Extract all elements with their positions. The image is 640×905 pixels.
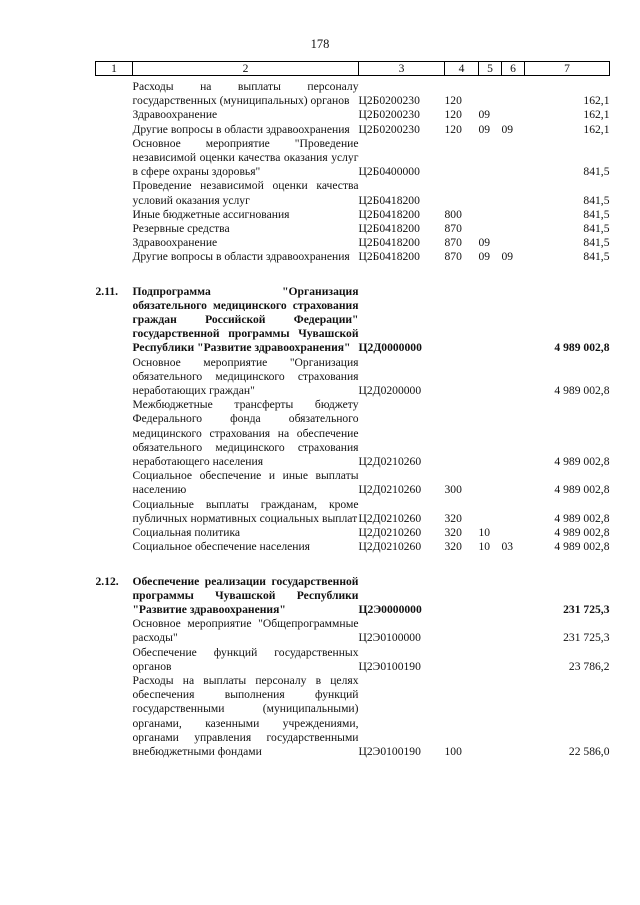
- target-code: Ц2Б0200230: [358, 94, 420, 108]
- amount: 841,5: [583, 222, 610, 236]
- item-name: Иные бюджетные ассигнования: [132, 207, 290, 221]
- header-col-2: 2: [133, 62, 359, 76]
- item-name: Межбюджетные трансферты бюджету Федерального фонда обязательного медицинского страхования на обеспечение обязательного медицинского страхования неработающего населения: [132, 398, 359, 469]
- subsection-code: [502, 108, 525, 122]
- section-code: [479, 617, 502, 645]
- table-row: [96, 646, 610, 674]
- table-row: [96, 123, 610, 137]
- amount: 4 989 002,8: [554, 341, 610, 355]
- item-number: [96, 540, 133, 554]
- amount: 841,5: [583, 207, 610, 221]
- expense-type: [445, 575, 479, 618]
- expense-type: 800: [444, 207, 462, 221]
- target-code: Ц2Б0200230: [358, 122, 420, 136]
- subsection-code: [502, 526, 525, 540]
- item-name: Другие вопросы в области здравоохранения: [132, 122, 350, 136]
- expense-type: [445, 285, 479, 356]
- table-row: [96, 674, 610, 759]
- item-name: Основное мероприятие "Общепрограммные расходы": [132, 617, 359, 645]
- item-number: 2.11.: [95, 284, 119, 298]
- expense-type: [445, 646, 479, 674]
- target-code: Ц2Д0210260: [358, 526, 422, 540]
- expense-type: [445, 179, 479, 207]
- target-code: Ц2Д0200000: [358, 384, 422, 398]
- subsection-code: [502, 356, 525, 399]
- item-name: Обеспечение реализации государственной программы Чувашской Республики "Развитие здравоохранения": [132, 574, 359, 616]
- item-name: Другие вопросы в области здравоохранения: [132, 250, 350, 264]
- expense-type: [445, 356, 479, 399]
- subsection-code: [502, 208, 525, 222]
- subsection-code: [502, 285, 525, 356]
- subsection-code: [502, 222, 525, 236]
- subsection-code: [502, 498, 525, 526]
- target-code: Ц2Б0400000: [358, 165, 420, 179]
- target-code: Ц2Б0418200: [358, 207, 420, 221]
- item-name: Здравоохранение: [132, 108, 218, 122]
- section-code: [479, 137, 502, 180]
- section-code: [479, 674, 502, 759]
- expense-type: 120: [444, 94, 462, 108]
- amount: 4 989 002,8: [554, 511, 610, 525]
- item-name: Социальные выплаты гражданам, кроме публичных нормативных социальных выплат: [132, 497, 359, 525]
- subsection-code: [502, 674, 525, 759]
- section-code: [479, 498, 502, 526]
- subsection-code: [502, 137, 525, 180]
- expense-type: [445, 398, 479, 469]
- item-number: [96, 76, 133, 109]
- expense-type: 870: [444, 250, 462, 264]
- section-code: [479, 76, 502, 109]
- amount: 841,5: [583, 250, 610, 264]
- target-code: Ц2Б0418200: [358, 193, 420, 207]
- subsection-code: [502, 236, 525, 250]
- amount: 23 786,2: [568, 659, 610, 673]
- section-code: 09: [478, 250, 491, 264]
- table-row-section: [96, 575, 610, 618]
- table-row: [96, 250, 610, 264]
- item-name: Расходы на выплаты персоналу в целях обеспечения выполнения функций государственными (муниципальными) органами, казенными учреждениями, органами управления государственными внебюджетными фондами: [132, 673, 359, 758]
- table-row-section: [96, 285, 610, 356]
- table-row: [96, 222, 610, 236]
- item-name: Подпрограмма "Организация обязательного медицинского страхования граждан Российской Федерации" государственной программы Чувашской Республики "Развитие здравоохранения": [132, 284, 359, 355]
- section-code: [479, 575, 502, 618]
- item-number: [96, 356, 133, 399]
- expense-type: 100: [444, 744, 462, 758]
- row-spacer: [96, 555, 610, 575]
- section-code: [479, 285, 502, 356]
- item-number: [96, 222, 133, 236]
- item-name: Социальное обеспечение и иные выплаты населению: [132, 469, 359, 497]
- subsection-code: 03: [501, 540, 514, 554]
- amount: 4 989 002,8: [554, 526, 610, 540]
- target-code: Ц2Д0210260: [358, 455, 422, 469]
- section-code: 09: [478, 236, 491, 250]
- item-name: Резервные средства: [132, 222, 230, 236]
- section-code: [479, 398, 502, 469]
- expense-type: 320: [444, 540, 462, 554]
- subsection-code: [502, 575, 525, 618]
- table-row: [96, 356, 610, 399]
- table-row: [96, 137, 610, 180]
- expense-type: 870: [444, 236, 462, 250]
- header-col-7: 7: [525, 62, 610, 76]
- amount: 162,1: [583, 94, 610, 108]
- table-row: [96, 108, 610, 122]
- row-spacer: [96, 265, 610, 285]
- expense-type: 320: [444, 511, 462, 525]
- item-number: [96, 398, 133, 469]
- table-row: [96, 469, 610, 497]
- subsection-code: [502, 76, 525, 109]
- expense-type: 300: [444, 483, 462, 497]
- amount: 841,5: [583, 236, 610, 250]
- item-number: [96, 208, 133, 222]
- item-name: Проведение независимой оценки качества условий оказания услуг: [132, 179, 359, 207]
- amount: 162,1: [583, 108, 610, 122]
- item-number: [96, 617, 133, 645]
- target-code: Ц2Д0210260: [358, 511, 422, 525]
- target-code: Ц2Д0000000: [358, 341, 422, 355]
- expense-type: 320: [444, 526, 462, 540]
- item-name: Основное мероприятие "Организация обязательного медицинского страхования неработающих граждан": [132, 355, 359, 398]
- item-name: Обеспечение функций государственных органов: [132, 645, 359, 673]
- item-number: [96, 123, 133, 137]
- table-row: [96, 498, 610, 526]
- subsection-code: [502, 398, 525, 469]
- section-code: 10: [478, 540, 491, 554]
- table-row: [96, 617, 610, 645]
- target-code: Ц2Э0100190: [358, 659, 421, 673]
- subsection-code: 09: [501, 122, 514, 136]
- section-code: 09: [478, 108, 491, 122]
- section-code: [479, 208, 502, 222]
- target-code: Ц2Э0000000: [358, 602, 422, 616]
- target-code: Ц2Б0418200: [358, 236, 420, 250]
- expense-type: [445, 137, 479, 180]
- amount: 841,5: [583, 165, 610, 179]
- target-code: Ц2Э0100190: [358, 744, 421, 758]
- section-code: [479, 469, 502, 497]
- amount: 4 989 002,8: [554, 384, 610, 398]
- item-number: [96, 646, 133, 674]
- subsection-code: [502, 617, 525, 645]
- subsection-code: 09: [501, 250, 514, 264]
- section-code: 09: [478, 122, 491, 136]
- table-row: [96, 179, 610, 207]
- section-code: 10: [478, 526, 491, 540]
- item-number: [96, 526, 133, 540]
- item-number: [96, 674, 133, 759]
- amount: 4 989 002,8: [554, 455, 610, 469]
- amount: 4 989 002,8: [554, 483, 610, 497]
- header-col-5: 5: [479, 62, 502, 76]
- target-code: Ц2Б0418200: [358, 250, 420, 264]
- table-row: [96, 398, 610, 469]
- table-row: [96, 540, 610, 554]
- amount: 841,5: [583, 193, 610, 207]
- table-row: [96, 76, 610, 109]
- target-code: Ц2Э0100000: [358, 631, 421, 645]
- expense-type: 870: [444, 222, 462, 236]
- section-code: [479, 646, 502, 674]
- expense-type: [445, 617, 479, 645]
- page-number: 178: [310, 37, 330, 51]
- expense-type: 120: [444, 108, 462, 122]
- target-code: Ц2Д0210260: [358, 483, 422, 497]
- header-col-6: 6: [502, 62, 525, 76]
- table-row: [96, 236, 610, 250]
- header-col-4: 4: [445, 62, 479, 76]
- item-name: Здравоохранение: [132, 236, 218, 250]
- item-name: Основное мероприятие "Проведение независимой оценки качества оказания услуг в сфере охраны здоровья": [132, 136, 359, 179]
- amount: 231 725,3: [563, 602, 610, 616]
- expense-type: 120: [444, 122, 462, 136]
- item-number: [96, 236, 133, 250]
- item-number: [96, 250, 133, 264]
- subsection-code: [502, 469, 525, 497]
- item-number: [96, 137, 133, 180]
- table-row: [96, 208, 610, 222]
- header-col-3: 3: [359, 62, 445, 76]
- item-name: Социальное обеспечение населения: [132, 540, 311, 554]
- target-code: Ц2Б0418200: [358, 222, 420, 236]
- item-number: [96, 498, 133, 526]
- target-code: Ц2Д0210260: [358, 540, 422, 554]
- item-number: [96, 179, 133, 207]
- item-number: [96, 108, 133, 122]
- amount: 22 586,0: [568, 744, 610, 758]
- header-col-1: 1: [96, 62, 133, 76]
- section-code: [479, 179, 502, 207]
- table-header: [96, 62, 610, 76]
- amount: 162,1: [583, 122, 610, 136]
- subsection-code: [502, 179, 525, 207]
- section-code: [479, 222, 502, 236]
- amount: 231 725,3: [563, 631, 610, 645]
- table-row: [96, 526, 610, 540]
- item-number: [96, 469, 133, 497]
- section-code: [479, 356, 502, 399]
- target-code: Ц2Б0200230: [358, 108, 420, 122]
- item-name: Расходы на выплаты персоналу государственных (муниципальных) органов: [132, 80, 359, 108]
- item-name: Социальная политика: [132, 526, 241, 540]
- item-number: 2.12.: [95, 574, 119, 588]
- subsection-code: [502, 646, 525, 674]
- budget-table: [95, 61, 610, 759]
- amount: 4 989 002,8: [554, 540, 610, 554]
